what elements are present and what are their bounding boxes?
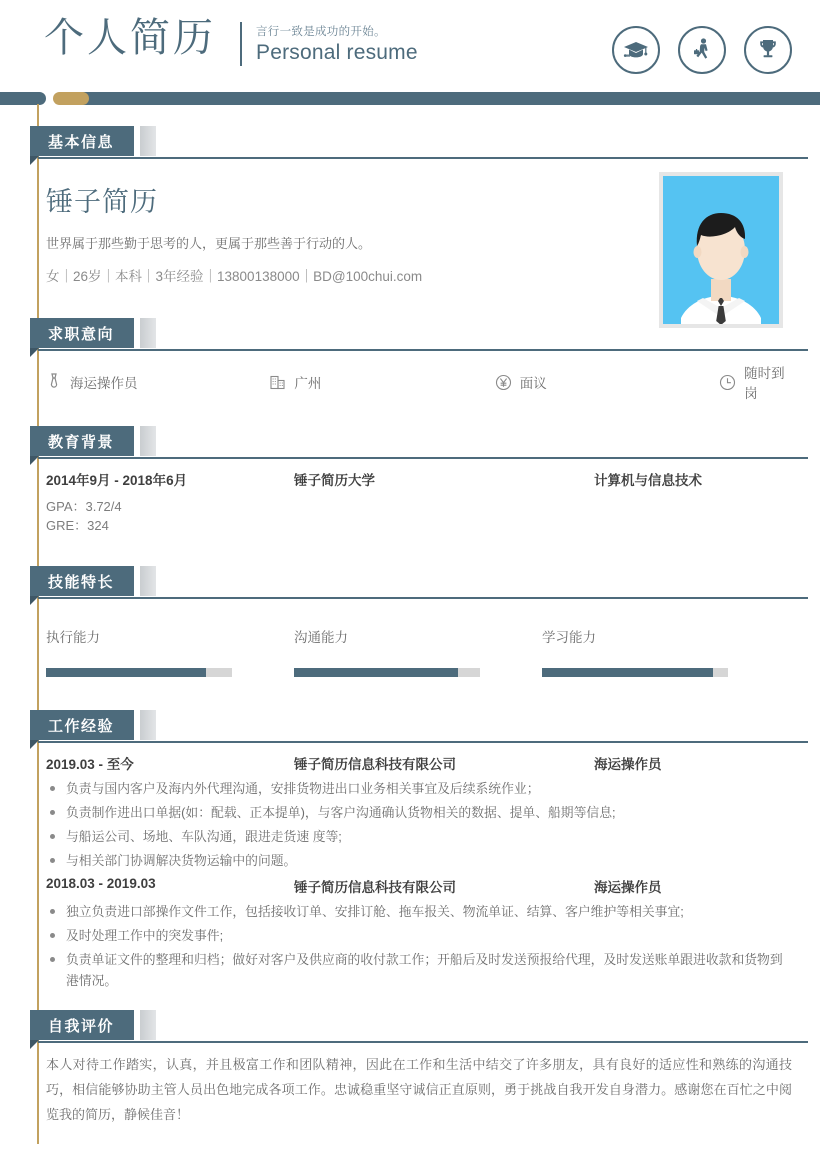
experience-role: 海运操作员 xyxy=(594,757,662,772)
section-header-skills xyxy=(0,566,820,606)
section-rule xyxy=(38,349,808,351)
skills-row xyxy=(46,626,790,677)
applicant-meta: 女｜26岁｜本科｜3年经验｜13800138000｜BD@100chui.com xyxy=(46,269,423,284)
experience-bullets-0 xyxy=(46,778,788,874)
applicant-motto: 世界属于那些勤于思考的人，更属于那些善于行动的人。 xyxy=(46,236,372,251)
topbar-accent-pill xyxy=(53,92,89,105)
section-badge-accent xyxy=(140,126,156,156)
education-date: 2014年9月 - 2018年6月 xyxy=(46,473,188,488)
experience-date: 2019.03 - 至今 xyxy=(46,757,134,772)
title-divider xyxy=(240,22,242,66)
section-rule xyxy=(38,597,808,599)
section-header-intention xyxy=(0,318,820,358)
page-title: 个人简历 xyxy=(44,16,216,60)
skill-progress-fill xyxy=(46,668,206,677)
clock-icon xyxy=(719,374,736,391)
skill-item xyxy=(294,626,542,677)
experience-header-0 xyxy=(46,753,790,773)
list-item: 负责单证文件的整理和归档；做好对客户及供应商的收付款工作；开船后及时发送预报给代理，及时发送账单跟进收款和货物到港情况。 xyxy=(46,949,788,991)
skill-item xyxy=(46,626,294,677)
skill-progress-fill xyxy=(542,668,713,677)
experience-company: 锤子简历信息科技有限公司 xyxy=(294,757,456,772)
section-header-education xyxy=(0,426,820,466)
section-summary xyxy=(0,1010,820,1050)
section-header-basic xyxy=(0,126,820,166)
decorative-topbar xyxy=(0,92,820,106)
intent-city-label: 广州 xyxy=(294,376,322,391)
experience-header-1 xyxy=(46,876,790,896)
avatar xyxy=(659,172,783,328)
section-badge-accent xyxy=(140,710,156,740)
section-job-intention xyxy=(0,318,820,358)
section-badge-skills: 技能特长 xyxy=(30,566,134,596)
skill-progress-track xyxy=(542,668,728,677)
intent-salary xyxy=(495,362,719,402)
experience-role: 海运操作员 xyxy=(594,880,662,895)
job-intention-row xyxy=(46,362,790,402)
section-header-summary xyxy=(0,1010,820,1050)
skill-label: 沟通能力 xyxy=(294,630,348,645)
education-gpa: GPA：3.72/4 xyxy=(46,499,122,514)
section-rule xyxy=(38,457,808,459)
experience-bullets-1 xyxy=(46,901,788,994)
list-item: 与相关部门协调解决货物运输中的问题。 xyxy=(46,850,788,871)
intent-position xyxy=(46,362,270,402)
list-item: 及时处理工作中的突发事件; xyxy=(46,925,788,946)
page-header xyxy=(0,0,820,92)
section-badge-basic: 基本信息 xyxy=(30,126,134,156)
section-badge-intention: 求职意向 xyxy=(30,318,134,348)
section-badge-accent xyxy=(140,566,156,596)
list-item: 负责制作进出口单据(如：配载、正本提单)，与客户沟通确认货物相关的数据、提单、船期等信息; xyxy=(46,802,788,823)
topbar-segment-left xyxy=(0,92,46,105)
list-item: 独立负责进口部操作文件工作，包括接收订单、安排订舱、拖车报关、物流单证、结算、客户维护等相关事宜; xyxy=(46,901,788,922)
intent-position-label: 海运操作员 xyxy=(70,376,138,391)
trophy-icon xyxy=(744,26,792,74)
list-item: 负责与国内客户及海内外代理沟通，安排货物进出口业务相关事宜及后续系统作业； xyxy=(46,778,788,799)
list-item: 与船运公司、场地、车队沟通，跟进走货速 度等; xyxy=(46,826,788,847)
title-tagline xyxy=(256,26,418,65)
section-badge-accent xyxy=(140,318,156,348)
intent-salary-label: 面议 xyxy=(519,376,547,391)
skill-progress-track xyxy=(46,668,232,677)
timeline-spine xyxy=(37,104,39,1144)
building-icon xyxy=(270,374,286,390)
section-header-experience xyxy=(0,710,820,750)
section-basic-info xyxy=(0,126,820,166)
experience-date: 2018.03 - 2019.03 xyxy=(46,876,156,891)
skill-label: 学习能力 xyxy=(542,630,596,645)
section-rule xyxy=(38,741,808,743)
skill-progress-track xyxy=(294,668,480,677)
intent-availability-label: 随时到岗 xyxy=(744,366,785,401)
experience-company: 锤子简历信息科技有限公司 xyxy=(294,880,456,895)
topbar-segment-right-fill xyxy=(96,92,820,105)
section-badge-accent xyxy=(140,426,156,456)
section-rule xyxy=(38,1041,808,1043)
intent-availability xyxy=(719,362,790,402)
tagline-chinese: 言行一致是成功的开始。 xyxy=(256,26,386,38)
section-rule xyxy=(38,157,808,159)
businessman-walking-icon xyxy=(678,26,726,74)
yen-icon xyxy=(495,374,512,391)
skill-label: 执行能力 xyxy=(46,630,100,645)
summary-text: 本人对待工作踏实，认真，并且极富工作和团队精神，因此在工作和生活中结交了许多朋友，具有良好的适应性和熟练的沟通技巧，相信能够协助主管人员出色地完成各项工作。忠诚稳重坚守诚信正直原则，勇于挑战自我开发自身潜力。感谢您在百忙之中阅览我的简历，静候佳音！ xyxy=(46,1057,792,1122)
necktie-icon xyxy=(46,373,62,391)
section-badge-accent xyxy=(140,1010,156,1040)
education-school: 锤子简历大学 xyxy=(294,473,375,488)
section-badge-summary: 自我评价 xyxy=(30,1010,134,1040)
graduation-cap-icon xyxy=(612,26,660,74)
header-icon-group xyxy=(612,26,792,74)
education-row xyxy=(46,469,790,489)
section-education xyxy=(0,426,820,466)
skill-progress-fill xyxy=(294,668,458,677)
section-badge-experience: 工作经验 xyxy=(30,710,134,740)
tagline-english: Personal resume xyxy=(256,41,418,65)
intent-city xyxy=(270,362,494,402)
section-badge-education: 教育背景 xyxy=(30,426,134,456)
applicant-name: 锤子简历 xyxy=(46,187,158,217)
education-gre: GRE：324 xyxy=(46,518,109,533)
skill-item xyxy=(542,626,790,677)
section-skills xyxy=(0,566,820,606)
education-major: 计算机与信息技术 xyxy=(594,473,702,488)
section-experience xyxy=(0,710,820,750)
